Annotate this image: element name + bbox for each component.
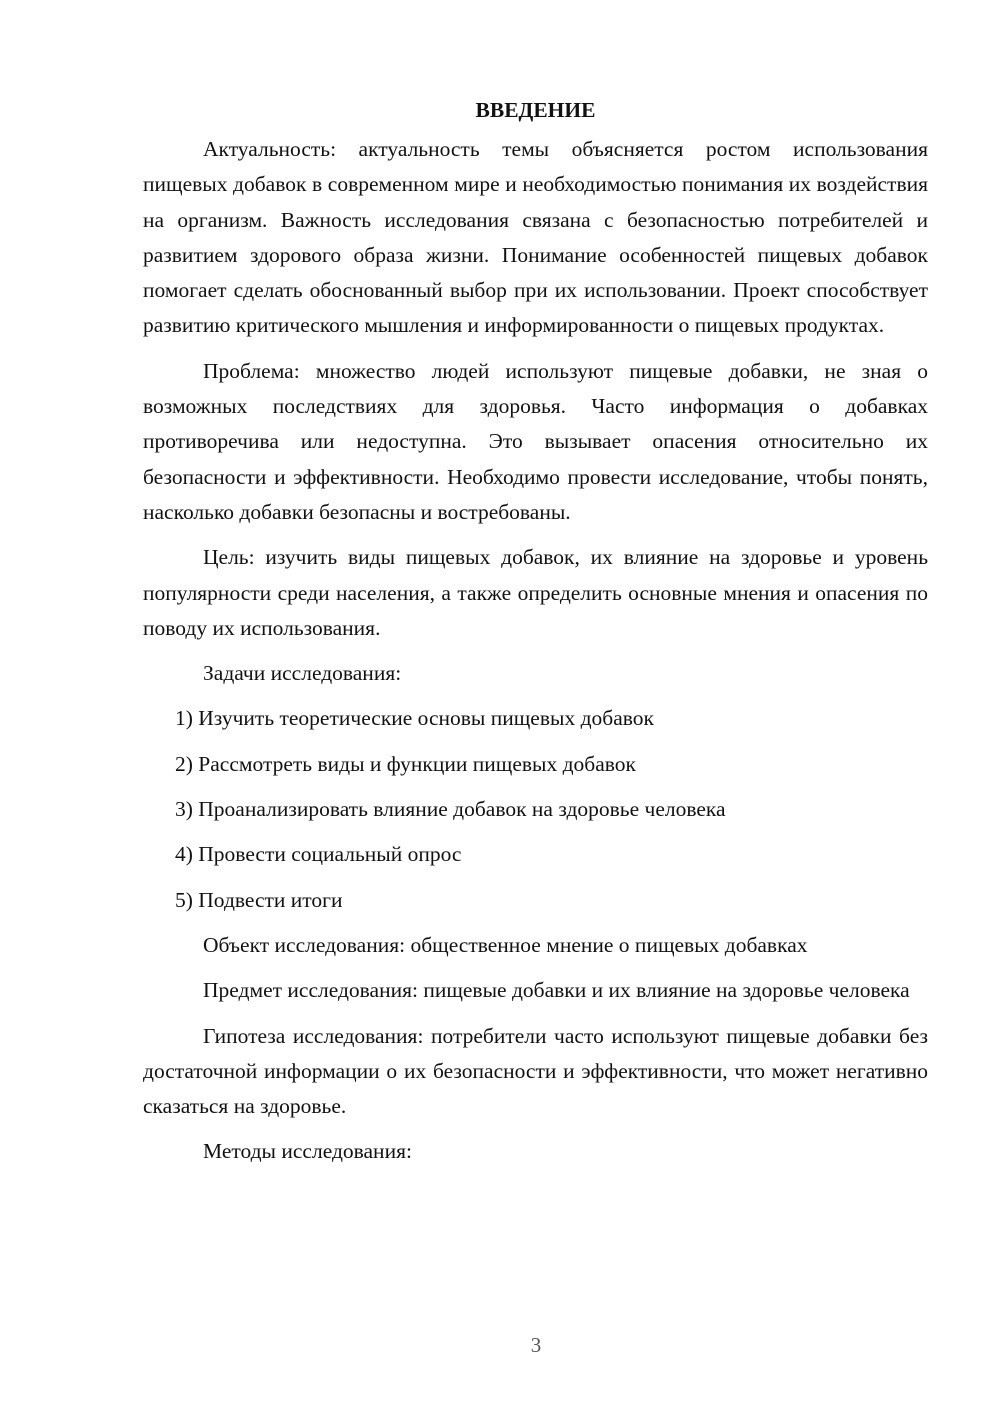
list-item: 2) Рассмотреть виды и функции пищевых добавок xyxy=(175,751,636,776)
paragraph-relevance: Актуальность: актуальность темы объясняется ростом использования пищевых добавок в современном мире и необходимостью понимания их воздействия на организм. Важность исследования связана с безопасностью потребителей и развитием здорового образа жизни. Понимание особенностей пищевых добавок помогает сделать обоснованный выбор при их использовании. Проект способствует развитию критического мышления и информированности о пищевых продуктах. xyxy=(143,137,928,338)
list-item: 5) Подвести итоги xyxy=(175,887,343,912)
paragraph-problem: Проблема: множество людей используют пищевые добавки, не зная о возможных последствиях для здоровья. Часто информация о добавках противоречива или недоступна. Это вызывает опасения относительно их безопасности и эффективности. Необходимо провести исследование, чтобы понять, насколько добавки безопасны и востребованы. xyxy=(143,358,928,524)
methods-heading: Методы исследования: xyxy=(203,1139,412,1164)
tasks-heading: Задачи исследования: xyxy=(203,661,402,686)
page-content xyxy=(143,92,928,1170)
paragraph-hypothesis: Гипотеза исследования: потребители часто используют пищевые добавки без достаточной информации о их безопасности и эффективности, что может негативно сказаться на здоровье. xyxy=(143,1023,928,1119)
list-item: 1) Изучить теоретические основы пищевых добавок xyxy=(175,706,654,731)
page-number: 3 xyxy=(530,1333,542,1357)
paragraph-goal: Цель: изучить виды пищевых добавок, их влияние на здоровье и уровень популярности среди населения, а также определить основные мнения и опасения по поводу их использования. xyxy=(143,545,928,640)
paragraph-subject: Предмет исследования: пищевые добавки и их влияние на здоровье человека xyxy=(203,978,910,1003)
page-title: ВВЕДЕНИЕ xyxy=(475,98,596,122)
paragraph-object: Объект исследования: общественное мнение о пищевых добавках xyxy=(203,932,808,957)
list-item: 4) Провести социальный опрос xyxy=(175,842,462,867)
list-item: 3) Проанализировать влияние добавок на здоровье человека xyxy=(175,797,726,822)
